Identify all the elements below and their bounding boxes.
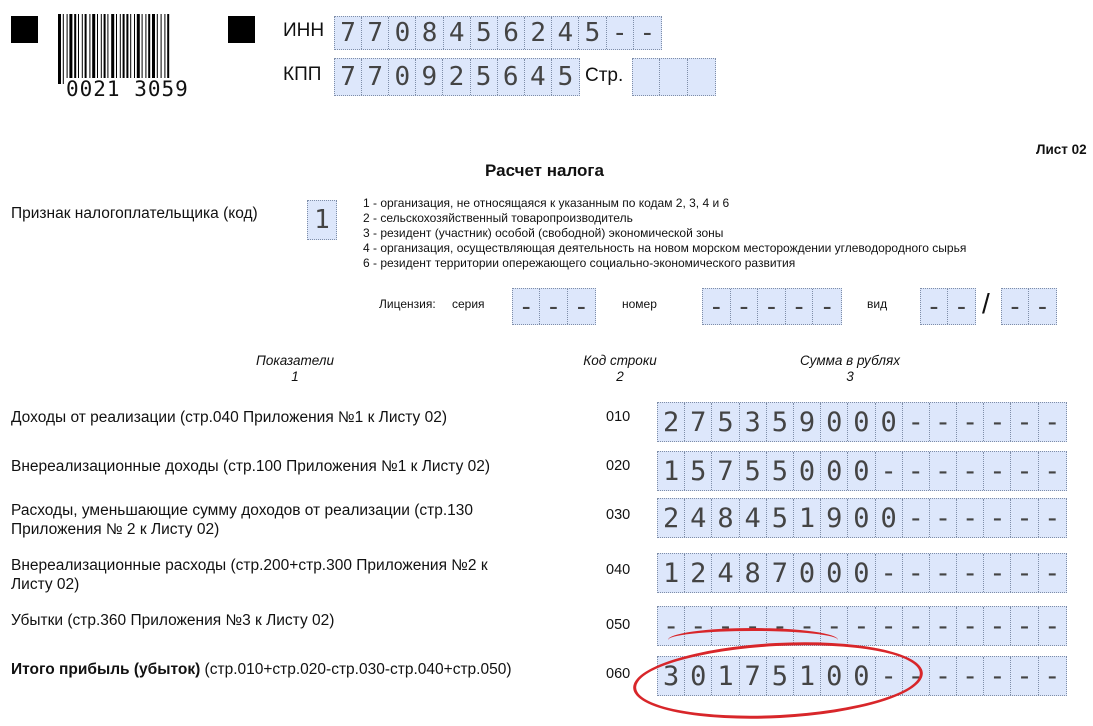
col-header-indicators: Показатели 1 — [256, 353, 334, 384]
digit-cell: - — [731, 289, 759, 324]
digit-cell: 6 — [498, 17, 525, 49]
barcode-bar — [78, 14, 79, 84]
digit-cell: - — [607, 17, 634, 49]
digit-cell: - — [921, 289, 948, 324]
digit-cell: 6 — [498, 59, 525, 95]
digit-cell: - — [930, 499, 957, 537]
digit-cell: 5 — [471, 17, 498, 49]
digit-cell: 5 — [767, 657, 794, 695]
digit-cell: - — [953, 291, 970, 322]
digit-cell: 0 — [848, 554, 875, 592]
digit-cell: 4 — [740, 499, 767, 537]
row-030-code: 030 — [606, 507, 631, 523]
digit-cell: - — [1011, 554, 1038, 592]
barcode-image — [58, 14, 204, 84]
digit-cell: - — [957, 452, 984, 490]
digit-cell: - — [1034, 291, 1051, 322]
digit-cell: 2 — [658, 403, 685, 441]
digit-cell: - — [984, 657, 1011, 695]
digit-cell: - — [930, 554, 957, 592]
digit-cell: 8 — [712, 499, 739, 537]
legend-line: 4 - организация, осуществляющая деятельность на новом морском месторождении углеводородного сырья — [363, 241, 967, 255]
digit-cell: 0 — [848, 499, 875, 537]
digit-cell: 3 — [658, 657, 685, 695]
barcode-bar — [137, 14, 140, 84]
digit-cell: 1 — [712, 657, 739, 695]
barcode-bar — [167, 14, 169, 84]
digit-cell: 4 — [525, 59, 552, 95]
digit-cell: - — [876, 554, 903, 592]
digit-cell: 8 — [740, 554, 767, 592]
digit-cell: - — [1011, 657, 1038, 695]
digit-cell: 7 — [362, 17, 389, 49]
digit-cell: 0 — [876, 499, 903, 537]
digit-cell: - — [1011, 607, 1038, 645]
digit-cell: - — [794, 607, 821, 645]
legend-line: 1 - организация, не относящаяся к указанным по кодам 2, 3, 4 и 6 — [363, 196, 730, 210]
digit-cell: 2 — [685, 554, 712, 592]
digit-cell — [688, 59, 715, 95]
row-050-code: 050 — [606, 617, 631, 633]
digit-cell: 0 — [876, 403, 903, 441]
kpp-field[interactable] — [334, 58, 580, 96]
col-header-code: Код строки 2 — [583, 353, 657, 384]
digit-cell: 0 — [821, 403, 848, 441]
barcode-bar — [82, 14, 83, 84]
page-label: Стр. — [585, 65, 624, 86]
digit-cell: - — [1044, 610, 1061, 642]
legend-line: 2 - сельскохозяйственный товаропроизводитель — [363, 211, 633, 225]
digit-cell: - — [658, 607, 685, 645]
row-010-label: Доходы от реализации (стр.040 Приложения №1 к Листу 02) — [11, 409, 447, 426]
digit-cell: 0 — [848, 657, 875, 695]
digit-cell: 7 — [712, 452, 739, 490]
digit-cell: 5 — [767, 403, 794, 441]
digit-cell: 0 — [389, 17, 416, 49]
digit-cell: - — [1011, 403, 1038, 441]
registration-mark-left — [11, 16, 38, 43]
digit-cell: - — [740, 607, 767, 645]
digit-cell: - — [573, 291, 590, 322]
barcode-bar — [116, 14, 117, 84]
digit-cell: 5 — [712, 403, 739, 441]
barcode-bar — [142, 14, 143, 84]
digit-cell: 0 — [848, 452, 875, 490]
barcode-bar — [152, 14, 155, 84]
digit-cell: 5 — [767, 452, 794, 490]
digit-cell: 0 — [794, 554, 821, 592]
barcode-bar — [120, 14, 121, 84]
row-020-label: Внереализационные доходы (стр.100 Приложения №1 к Листу 02) — [11, 458, 491, 475]
digit-cell: - — [848, 607, 875, 645]
barcode-bar — [148, 14, 150, 84]
digit-cell: 7 — [767, 554, 794, 592]
digit-cell: - — [903, 499, 930, 537]
digit-cell: 0 — [848, 403, 875, 441]
barcode-bar — [161, 14, 162, 84]
license-type-label: вид — [867, 297, 888, 311]
license-label: Лицензия: — [379, 297, 436, 311]
barcode-bar — [89, 14, 90, 84]
digit-cell: - — [984, 403, 1011, 441]
row-030-value-field[interactable] — [657, 498, 1067, 538]
license-number-field[interactable] — [702, 288, 842, 325]
digit-cell: - — [957, 607, 984, 645]
digit-cell: - — [758, 289, 786, 324]
barcode-bar — [145, 14, 146, 84]
digit-cell: - — [957, 499, 984, 537]
barcode-bar — [85, 14, 87, 84]
digit-cell: 0 — [821, 452, 848, 490]
digit-cell: 9 — [821, 499, 848, 537]
digit-cell: - — [984, 554, 1011, 592]
digit-cell: - — [903, 607, 930, 645]
kpp-label: КПП — [283, 64, 322, 85]
row-040-code: 040 — [606, 562, 631, 578]
digit-cell — [660, 59, 687, 95]
barcode-number: 0021 3059 — [66, 77, 189, 101]
barcode-bar — [97, 14, 98, 84]
barcode-bar — [111, 14, 114, 84]
barcode-bar — [104, 14, 106, 84]
digit-cell: 5 — [471, 59, 498, 95]
barcode-bar — [67, 14, 68, 84]
digit-cell: 1 — [314, 205, 330, 235]
digit-cell: 4 — [552, 17, 579, 49]
digit-cell: - — [903, 452, 930, 490]
digit-cell: - — [984, 499, 1011, 537]
license-type-field-1[interactable] — [920, 288, 976, 325]
digit-cell: 4 — [685, 499, 712, 537]
digit-cell: 1 — [794, 499, 821, 537]
barcode-bar — [101, 14, 102, 84]
digit-cell: - — [1011, 499, 1038, 537]
taxpayer-label: Признак налогоплательщика (код) — [11, 205, 258, 222]
digit-cell: 4 — [712, 554, 739, 592]
barcode-bar — [164, 14, 165, 84]
digit-cell: 5 — [740, 452, 767, 490]
digit-cell: 7 — [335, 59, 362, 95]
digit-cell: 0 — [794, 452, 821, 490]
inn-field[interactable] — [334, 16, 662, 50]
digit-cell: 5 — [557, 62, 574, 92]
digit-cell: - — [957, 554, 984, 592]
digit-cell: 2 — [658, 499, 685, 537]
digit-cell: - — [903, 657, 930, 695]
digit-cell: 4 — [444, 17, 471, 49]
license-series-field[interactable] — [512, 288, 596, 325]
barcode-bar — [107, 14, 108, 84]
license-series-label: серия — [452, 297, 485, 311]
digit-cell: - — [821, 607, 848, 645]
digit-cell: - — [540, 289, 567, 324]
digit-cell: - — [1044, 660, 1061, 692]
barcode-bar — [92, 14, 95, 84]
digit-cell: - — [819, 291, 835, 322]
legend-line: 3 - резидент (участник) особой (свободной) экономической зоны — [363, 226, 724, 240]
digit-cell: - — [984, 607, 1011, 645]
digit-cell: 5 — [767, 499, 794, 537]
digit-cell: - — [903, 403, 930, 441]
digit-cell: 2 — [443, 59, 470, 95]
digit-cell: 7 — [362, 59, 389, 95]
sheet-label: Лист 02 — [1036, 142, 1087, 157]
row-050-label: Убытки (стр.360 Приложения №3 к Листу 02) — [11, 612, 335, 629]
barcode-bar — [63, 14, 64, 84]
digit-cell: - — [957, 657, 984, 695]
taxpayer-code-legend — [363, 196, 966, 271]
digit-cell: - — [639, 18, 656, 48]
legend-line: 6 - резидент территории опережающего социально-экономического развития — [363, 256, 796, 270]
license-type-field-2[interactable] — [1001, 288, 1057, 325]
row-040-value-field[interactable] — [657, 553, 1067, 593]
registration-mark-right — [228, 16, 255, 43]
license-type-separator: / — [982, 288, 990, 319]
digit-cell: - — [876, 452, 903, 490]
digit-cell: - — [930, 607, 957, 645]
row-020-value-field[interactable] — [657, 451, 1067, 491]
page-number-field[interactable] — [632, 58, 716, 96]
digit-cell: 8 — [416, 17, 443, 49]
col-header-sum: Сумма в рублях 3 — [800, 353, 900, 384]
digit-cell: 1 — [658, 452, 685, 490]
form-title: Расчет налога — [485, 161, 604, 180]
digit-cell: - — [712, 607, 739, 645]
digit-cell: 1 — [794, 657, 821, 695]
digit-cell: - — [767, 607, 794, 645]
digit-cell: 1 — [658, 554, 685, 592]
digit-cell: 7 — [335, 17, 362, 49]
row-010-value-field[interactable] — [657, 402, 1067, 442]
digit-cell: - — [1044, 455, 1061, 487]
digit-cell: - — [930, 452, 957, 490]
digit-cell: - — [685, 607, 712, 645]
digit-cell: 2 — [525, 17, 552, 49]
inn-label: ИНН — [283, 20, 325, 41]
row-060-label: Итого прибыль (убыток) (стр.010+стр.020-стр.030-стр.040+стр.050) — [11, 661, 512, 678]
digit-cell: - — [1011, 452, 1038, 490]
digit-cell: - — [786, 289, 814, 324]
digit-cell: - — [930, 403, 957, 441]
barcode-bar — [74, 14, 76, 84]
barcode-bar — [157, 14, 158, 84]
row-060-code: 060 — [606, 666, 631, 682]
barcode-bar — [123, 14, 125, 84]
digit-cell: 0 — [821, 657, 848, 695]
digit-cell: 3 — [740, 403, 767, 441]
digit-cell: - — [1002, 289, 1029, 324]
row-040-label: Внереализационные расходы (стр.200+стр.300 Приложения №2 к Листу 02) — [11, 557, 488, 593]
digit-cell: - — [984, 452, 1011, 490]
digit-cell: 5 — [579, 17, 606, 49]
digit-cell: - — [876, 657, 903, 695]
barcode-bar — [126, 14, 128, 84]
row-030-label: Расходы, уменьшающие сумму доходов от реализации (стр.130 Приложения № 2 к Листу 02) — [11, 502, 474, 538]
digit-cell: 5 — [685, 452, 712, 490]
digit-cell: - — [1044, 557, 1061, 589]
digit-cell: 0 — [389, 59, 416, 95]
digit-cell: 9 — [416, 59, 443, 95]
row-020-code: 020 — [606, 458, 631, 474]
digit-cell: - — [513, 289, 540, 324]
row-010-code: 010 — [606, 409, 631, 425]
barcode-bar — [58, 14, 61, 84]
digit-cell: - — [957, 403, 984, 441]
digit-cell: 0 — [685, 657, 712, 695]
digit-cell: 7 — [685, 403, 712, 441]
license-number-label: номер — [622, 297, 657, 311]
digit-cell: - — [703, 289, 731, 324]
digit-cell: - — [903, 554, 930, 592]
digit-cell: 9 — [794, 403, 821, 441]
digit-cell — [633, 59, 660, 95]
digit-cell: - — [1044, 502, 1061, 534]
barcode-bar — [134, 14, 135, 84]
taxpayer-code-field[interactable] — [307, 200, 337, 240]
digit-cell: 0 — [821, 554, 848, 592]
digit-cell: - — [1044, 406, 1061, 438]
barcode-bar — [130, 14, 131, 84]
digit-cell: - — [876, 607, 903, 645]
digit-cell: 7 — [740, 657, 767, 695]
barcode-bar — [69, 14, 72, 84]
digit-cell: - — [930, 657, 957, 695]
